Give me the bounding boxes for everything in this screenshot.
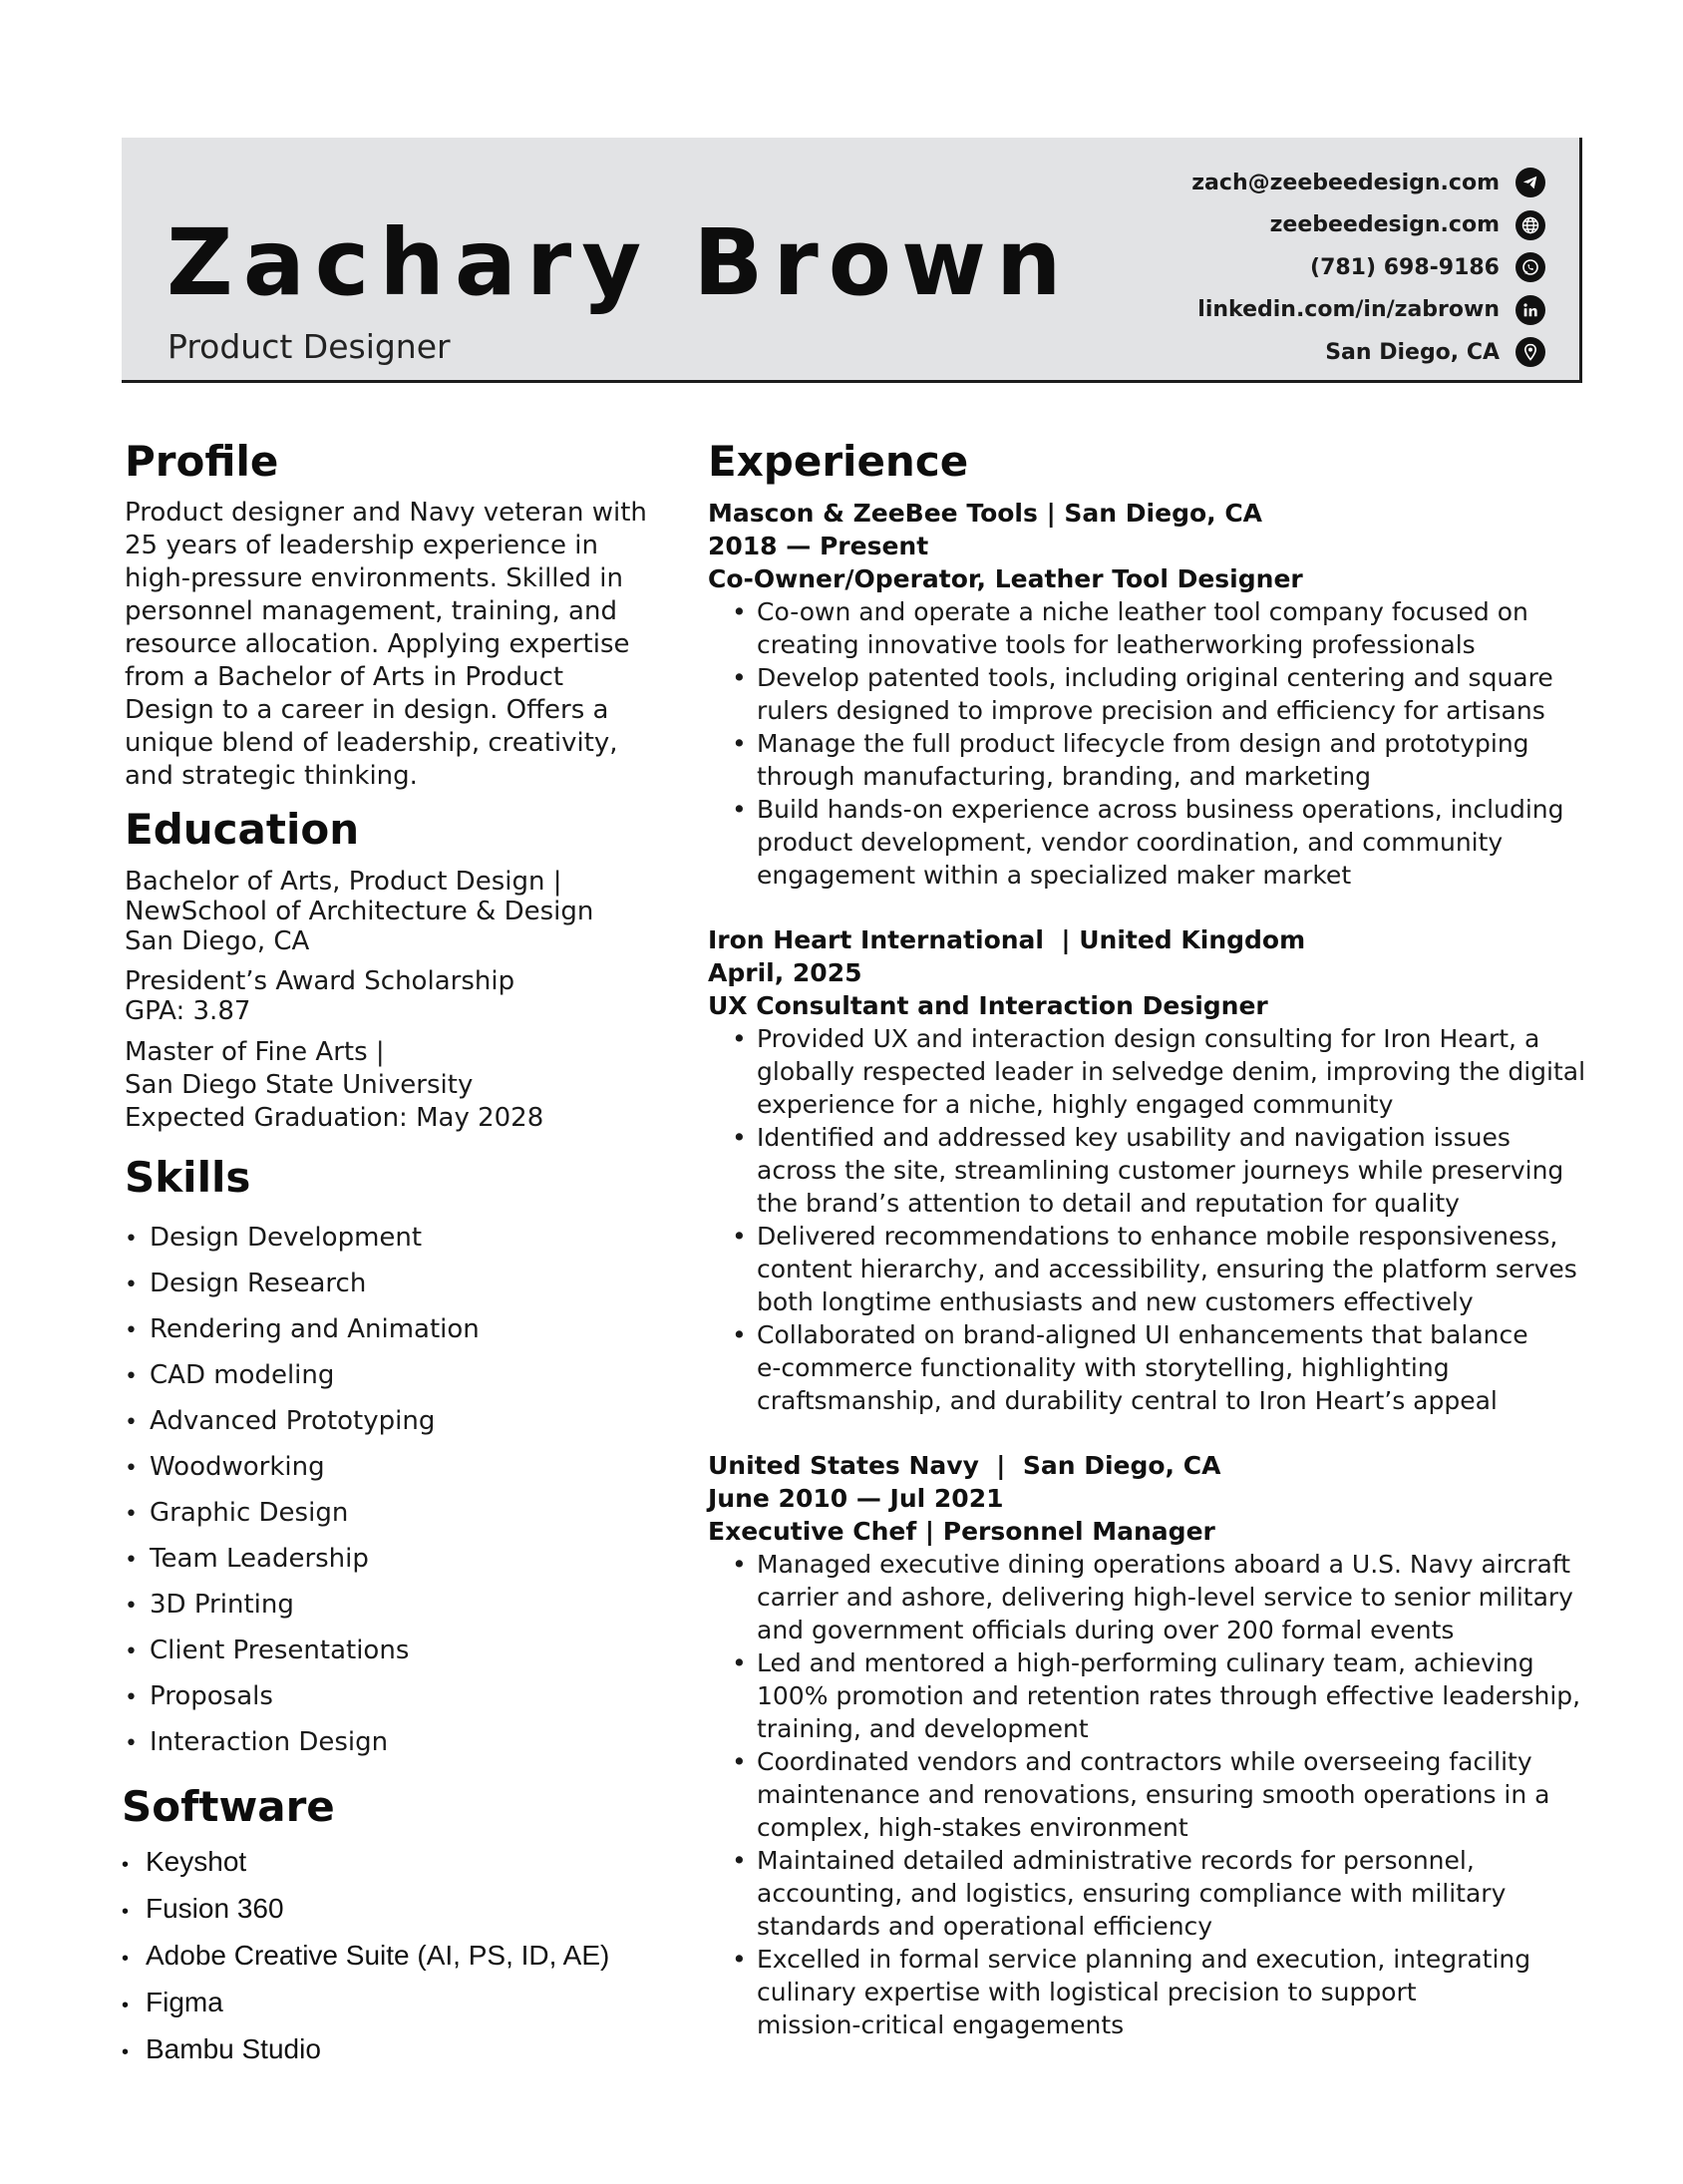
profile-summary — [125, 497, 683, 793]
profile-line: Design to a career in design. Offers a — [125, 695, 609, 726]
list-item: • Graphic Design — [125, 1491, 683, 1537]
candidate-name: Zachary Brown — [167, 209, 1072, 316]
skills-section — [125, 1155, 683, 1765]
education-line: President’s Award Scholarship — [125, 966, 515, 997]
job-dates: June 2010 — Jul 2021 — [708, 1484, 1004, 1514]
education-entry — [125, 1036, 683, 1135]
education-entry — [125, 867, 683, 956]
profile-line: resource allocation. Applying expertise — [125, 629, 630, 660]
education-line: NewSchool of Architecture & Design — [125, 897, 594, 927]
job-company: United States Navy | San Diego, CA — [708, 1451, 1221, 1481]
contact-website-text[interactable]: zeebeedesign.com — [1269, 212, 1500, 238]
list-item: • Co-own and operate a niche leather tool company focused on creating innovative tools for leatherworking professionals — [732, 595, 1605, 661]
globe-icon — [1515, 210, 1545, 240]
job-dates: 2018 — Present — [708, 532, 929, 561]
list-item: • Develop patented tools, including original centering and square rulers designed to improve precision and efficiency for artisans — [732, 661, 1605, 727]
candidate-title: Product Designer — [168, 327, 451, 366]
resume-header — [122, 138, 1582, 383]
list-item: • Maintained detailed administrative records for personnel, accounting, and logistics, ensuring compliance with military standards and operational efficiency — [732, 1844, 1605, 1943]
profile-line: Product designer and Navy veteran with — [125, 498, 647, 529]
location-pin-icon — [1515, 337, 1545, 367]
list-item: • Managed executive dining operations aboard a U.S. Navy aircraft carrier and ashore, delivering high-level service to senior military and government officials during over 200 formal events — [732, 1548, 1605, 1646]
list-item: • Rendering and Animation — [125, 1307, 683, 1353]
list-item: • Keyshot — [122, 1840, 683, 1887]
list-item: • Manage the full product lifecycle from design and prototyping through manufacturing, branding, and marketing — [732, 727, 1605, 793]
list-item: • Design Research — [125, 1262, 683, 1307]
education-line: Expected Graduation: May 2028 — [125, 1103, 544, 1134]
education-line: Master of Fine Arts | — [125, 1037, 385, 1068]
software-section — [122, 1781, 683, 2074]
job-duties — [708, 595, 1605, 892]
education-section — [125, 807, 683, 1135]
list-item: • Team Leadership — [125, 1537, 683, 1583]
list-item: • Adobe Creative Suite (AI, PS, ID, AE) — [122, 1934, 683, 1981]
job-role: Executive Chef | Personnel Manager — [708, 1517, 1215, 1547]
list-item: • Design Development — [125, 1216, 683, 1262]
job-role: Co-Owner/Operator, Leather Tool Designer — [708, 564, 1303, 594]
list-item: • Provided UX and interaction design consulting for Iron Heart, a globally respected leader in selvedge denim, improving the digital experience for a niche, highly engaged community — [732, 1022, 1605, 1121]
job-entry — [708, 923, 1605, 1417]
profile-heading: Profile — [125, 437, 279, 486]
profile-line: from a Bachelor of Arts in Product — [125, 662, 564, 693]
list-item: • Advanced Prototyping — [125, 1399, 683, 1445]
list-item: • Collaborated on brand-aligned UI enhancements that balance e-commerce functionality with storytelling, highlighting craftsmanship, and durability central to Iron Heart’s appeal — [732, 1318, 1605, 1417]
job-role: UX Consultant and Interaction Designer — [708, 991, 1268, 1021]
contact-location[interactable] — [1191, 331, 1545, 374]
list-item: • Client Presentations — [125, 1629, 683, 1674]
contact-linkedin-text[interactable]: linkedin.com/in/zabrown — [1197, 297, 1500, 323]
software-heading: Software — [122, 1781, 335, 1831]
list-item: • Woodworking — [125, 1445, 683, 1491]
contact-linkedin[interactable] — [1191, 289, 1545, 332]
education-line: San Diego State University — [125, 1070, 474, 1101]
list-item: • Identified and addressed key usability and navigation issues across the site, streamlining customer journeys while preserving the brand’s attention to detail and reputation for quality — [732, 1121, 1605, 1220]
contact-list — [1191, 162, 1545, 374]
list-item: • CAD modeling — [125, 1353, 683, 1399]
profile-line: personnel management, training, and — [125, 596, 617, 627]
job-entry — [708, 1449, 1605, 2041]
contact-location-text[interactable]: San Diego, CA — [1325, 339, 1500, 365]
list-item: • Delivered recommendations to enhance mobile responsiveness, content hierarchy, and accessibility, ensuring the platform serves both longtime enthusiasts and new customers effectively — [732, 1220, 1605, 1318]
contact-phone-text[interactable]: (781) 698-9186 — [1310, 254, 1500, 280]
job-duties — [708, 1548, 1605, 2041]
list-item: • Bambu Studio — [122, 2027, 683, 2074]
job-company: Iron Heart International | United Kingdom — [708, 925, 1306, 955]
whatsapp-phone-icon — [1515, 252, 1545, 282]
skills-heading: Skills — [125, 1153, 251, 1203]
experience-heading: Experience — [708, 437, 969, 486]
list-item: • Proposals — [125, 1674, 683, 1720]
list-item: • Build hands-on experience across business operations, including product development, vendor coordination, and community engagement within a specialized maker market — [732, 793, 1605, 892]
left-column — [122, 437, 683, 2074]
job-company: Mascon & ZeeBee Tools | San Diego, CA — [708, 499, 1263, 529]
software-list — [122, 1840, 683, 2074]
contact-email-text[interactable]: zach@zeebeedesign.com — [1191, 170, 1500, 195]
job-entry — [708, 497, 1605, 892]
education-line: Bachelor of Arts, Product Design | — [125, 867, 562, 898]
profile-section — [125, 439, 683, 793]
list-item: • Led and mentored a high-performing culinary team, achieving 100% promotion and retention rates through effective leadership, training, and development — [732, 1646, 1605, 1745]
education-heading: Education — [125, 805, 360, 855]
list-item: • Fusion 360 — [122, 1887, 683, 1934]
education-line: San Diego, CA — [125, 926, 310, 957]
skills-list — [125, 1216, 683, 1766]
job-duties — [708, 1022, 1605, 1417]
linkedin-icon — [1515, 295, 1545, 325]
profile-line: and strategic thinking. — [125, 761, 418, 792]
contact-email[interactable] — [1191, 162, 1545, 204]
list-item: • Interaction Design — [125, 1720, 683, 1766]
contact-phone[interactable] — [1191, 246, 1545, 289]
profile-line: unique blend of leadership, creativity, — [125, 728, 618, 759]
contact-website[interactable] — [1191, 204, 1545, 247]
education-entry — [125, 966, 683, 1026]
list-item: • Coordinated vendors and contractors while overseeing facility maintenance and renovations, ensuring smooth operations in a complex, high-stakes environment — [732, 1745, 1605, 1844]
education-line: GPA: 3.87 — [125, 996, 251, 1027]
telegram-icon — [1515, 168, 1545, 197]
profile-line: high-pressure environments. Skilled in — [125, 563, 623, 594]
list-item: • Figma — [122, 1981, 683, 2027]
right-column — [708, 439, 1605, 2073]
job-dates: April, 2025 — [708, 958, 862, 988]
profile-line: 25 years of leadership experience in — [125, 531, 598, 561]
list-item: • 3D Printing — [125, 1583, 683, 1629]
list-item: • Excelled in formal service planning and execution, integrating culinary expertise with logistical precision to support mission-critical engagements — [732, 1943, 1605, 2041]
